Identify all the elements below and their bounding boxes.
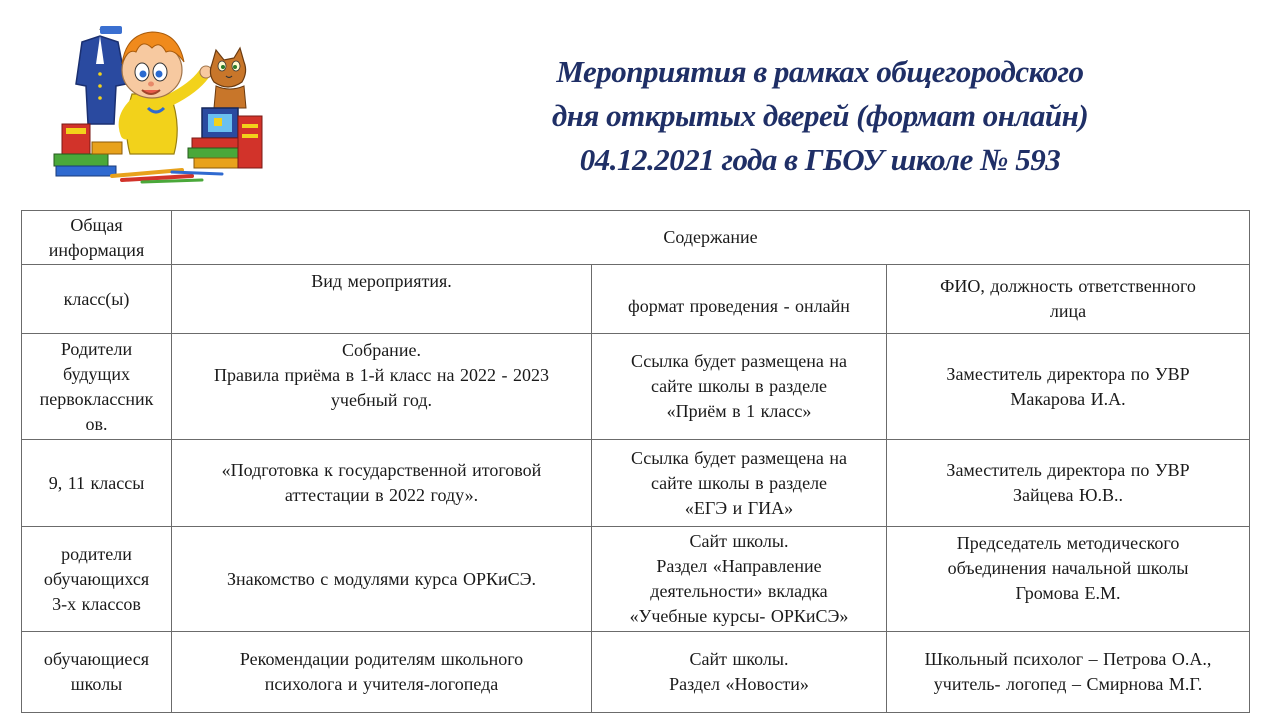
cell-responsible: Председатель методического объединения начальной школы Громова Е.М. (887, 527, 1250, 632)
table-row (22, 632, 1250, 713)
cell-class: обучающиеся школы (22, 632, 172, 713)
header-general-info: Общая информация (22, 211, 172, 265)
cell-class: родители обучающихся 3-х классов (22, 527, 172, 632)
cell-responsible: Заместитель директора по УВР Зайцева Ю.В.. (887, 440, 1250, 527)
header-event-type: Вид мероприятия. (172, 265, 592, 334)
header-responsible: ФИО, должность ответственного лица (887, 265, 1250, 334)
header-format: формат проведения - онлайн (592, 265, 887, 334)
school-uniform-icon (76, 26, 126, 124)
cell-responsible: Школьный психолог – Петрова О.А., учитель- логопед – Смирнова М.Г. (887, 632, 1250, 713)
table-row (22, 334, 1250, 440)
cell-format: Ссылка будет размещена на сайте школы в разделе «ЕГЭ и ГИА» (592, 440, 887, 527)
header-content: Содержание (172, 211, 1250, 265)
header-class: класс(ы) (22, 265, 172, 334)
cell-format: Сайт школы. Раздел «Направление деятельности» вкладка «Учебные курсы- ОРКиСЭ» (592, 527, 887, 632)
cell-responsible: Заместитель директора по УВР Макарова И.А. (887, 334, 1250, 440)
books-right-icon (188, 108, 262, 168)
events-table (21, 210, 1250, 713)
table-row (22, 527, 1250, 632)
cell-event: Рекомендации родителям школьного психолога и учителя-логопеда (172, 632, 592, 713)
page-title (440, 50, 1200, 182)
boy-with-cat-and-books-illustration (52, 24, 278, 184)
cell-class: 9, 11 классы (22, 440, 172, 527)
pencils-icon (112, 170, 222, 182)
table-row (22, 440, 1250, 527)
cell-class: Родители будущих первоклассник ов. (22, 334, 172, 440)
cell-event: Собрание. Правила приёма в 1-й класс на 2022 - 2023 учебный год. (172, 334, 592, 440)
title-line-3: 04.12.2021 года в ГБОУ школе № 593 (579, 142, 1061, 177)
table-subheader-row (22, 265, 1250, 334)
title-line-1: Мероприятия в рамках общегородского (556, 54, 1084, 89)
boy-icon (122, 32, 212, 154)
cell-event: «Подготовка к государственной итоговой аттестации в 2022 году». (172, 440, 592, 527)
cell-format: Ссылка будет размещена на сайте школы в разделе «Приём в 1 класс» (592, 334, 887, 440)
title-line-2: дня открытых дверей (формат онлайн) (551, 98, 1089, 133)
cell-event: Знакомство с модулями курса ОРКиСЭ. (172, 527, 592, 632)
cat-icon (210, 48, 246, 108)
table-header-row (22, 211, 1250, 265)
cell-format: Сайт школы. Раздел «Новости» (592, 632, 887, 713)
books-left-icon (54, 124, 122, 176)
